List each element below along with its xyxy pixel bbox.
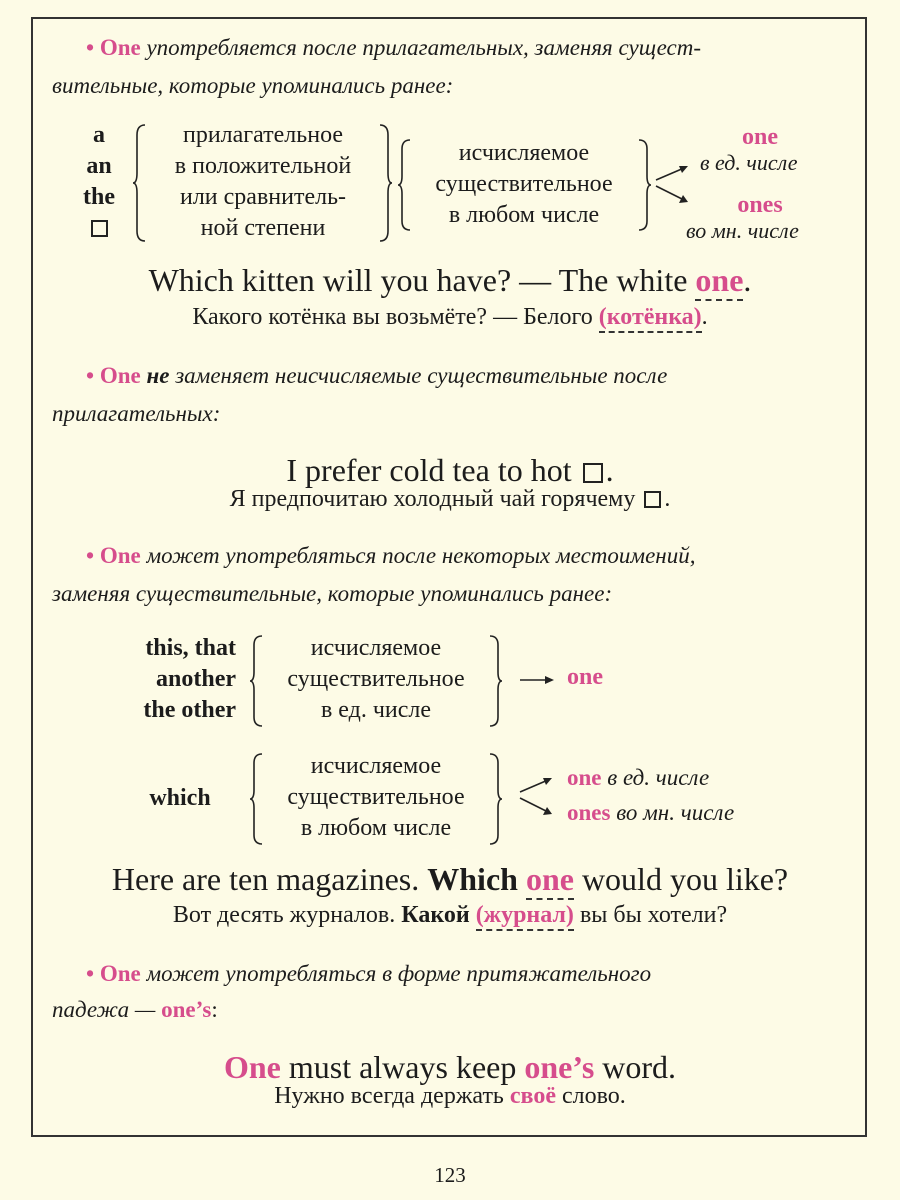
rule-text: заменяет неисчисляемые существительные после <box>175 363 668 388</box>
rule-4-line-1 <box>86 956 651 992</box>
keyword-ones-possessive: one’s <box>524 1049 595 1085</box>
text: Which kitten will you have? — The white <box>148 262 688 298</box>
example-4-english <box>0 1049 900 1086</box>
highlight-noun: (журнал) <box>476 902 574 931</box>
text-line: в любом числе <box>300 815 452 841</box>
text-line: ной степени <box>200 215 326 241</box>
keyword-svoe: своё <box>509 1083 556 1109</box>
pronoun-list <box>100 633 236 726</box>
zero-article-box-icon <box>91 220 108 237</box>
result-ones: ones <box>737 192 783 218</box>
text: must always keep <box>288 1049 517 1085</box>
keyword-one: One <box>223 1049 281 1085</box>
bullet: • <box>86 961 95 986</box>
bold-which: Which <box>427 861 518 897</box>
keyword-one: One <box>99 543 141 568</box>
rule-4-line-2 <box>52 992 218 1028</box>
highlight-one: one <box>526 861 574 900</box>
zero-noun-box-icon <box>644 491 661 508</box>
rule-3-line-1 <box>86 538 695 574</box>
example-2-russian <box>0 486 900 513</box>
article-list <box>74 120 124 244</box>
left-brace-icon <box>398 138 412 232</box>
text: I prefer cold tea to hot <box>286 452 572 488</box>
bullet: • <box>86 363 95 388</box>
right-brace-icon <box>488 752 502 846</box>
rule-1-line-2: вительные, которые упоминались ранее: <box>52 73 454 98</box>
right-brace-icon <box>488 634 502 728</box>
text-line: прилагательное <box>182 122 344 148</box>
text: Какого котёнка вы возьмёте? — Белого <box>192 304 593 330</box>
keyword-one: One <box>99 961 141 986</box>
result-ones: ones <box>567 800 611 825</box>
result-one: one <box>567 664 603 690</box>
text-line: исчисляемое <box>458 140 590 166</box>
example-3-russian <box>0 902 900 929</box>
noun-condition <box>264 751 488 844</box>
pronoun: another <box>156 666 236 692</box>
arrows-icon <box>654 160 694 210</box>
keyword-one: One <box>99 363 141 388</box>
example-2-english <box>0 452 900 489</box>
example-1-english <box>0 262 900 299</box>
text: вы бы хотели? <box>579 902 728 928</box>
article-the: the <box>83 184 115 210</box>
text: would you like? <box>581 861 789 897</box>
plural-note: во мн. числе <box>616 800 735 825</box>
text-line: в положительной <box>174 153 352 179</box>
result-one: one <box>567 765 602 790</box>
pronoun: this, that <box>145 635 236 661</box>
result-one: one <box>742 124 778 150</box>
text: . <box>701 304 708 330</box>
singular-result <box>567 765 709 791</box>
noun-condition <box>264 633 488 726</box>
left-brace-icon <box>133 123 147 243</box>
example-4-russian <box>0 1083 900 1110</box>
text-line: или сравнитель- <box>179 184 347 210</box>
pronoun-which: which <box>149 785 211 811</box>
text: Вот десять журналов. <box>172 902 396 928</box>
right-brace-icon <box>637 138 651 232</box>
rule-1-line-1 <box>86 30 701 66</box>
rule-3-line-2: заменяя существительные, которые упоминались ранее: <box>52 581 613 606</box>
text-line: существительное <box>287 666 465 692</box>
arrows-icon <box>518 772 558 822</box>
highlight-noun: (котёнка) <box>599 304 702 333</box>
text-line: исчисляемое <box>310 635 442 661</box>
keyword-ones-possessive: one’s <box>161 997 212 1022</box>
text: . <box>664 486 671 512</box>
rule-2-line-1 <box>86 358 667 394</box>
text-line: исчисляемое <box>310 753 442 779</box>
singular-note: в ед. числе <box>607 765 710 790</box>
highlight-one: one <box>695 262 743 301</box>
left-brace-icon <box>250 752 264 846</box>
text: падежа — <box>52 997 156 1022</box>
page-number: 123 <box>434 1163 466 1187</box>
empty-article-box <box>74 213 124 244</box>
text: word. <box>602 1049 677 1085</box>
example-3-english <box>0 861 900 898</box>
article-an: an <box>86 153 112 179</box>
article-a: a <box>93 122 105 148</box>
rule-text: может употребляться в форме притяжательного <box>146 961 652 986</box>
arrow-right-icon <box>518 672 558 688</box>
zero-noun-box-icon <box>583 463 603 483</box>
rule-text: употребляется после прилагательных, заменяя сущест- <box>146 35 702 60</box>
text-line: существительное <box>287 784 465 810</box>
negation: не <box>146 363 170 388</box>
right-brace-icon <box>378 123 392 243</box>
text: Я предпочитаю холодный чай горячему <box>229 486 636 512</box>
example-1-russian <box>0 304 900 331</box>
adjective-condition <box>148 120 378 244</box>
text: . <box>743 262 752 298</box>
text: Here are ten magazines. <box>111 861 420 897</box>
noun-condition <box>412 138 636 231</box>
text-line: существительное <box>435 171 613 197</box>
text: Нужно всегда держать <box>274 1083 504 1109</box>
text: . <box>605 452 614 488</box>
bold-which: Какой <box>401 902 470 928</box>
singular-note: в ед. числе <box>700 150 798 175</box>
bullet: • <box>86 543 95 568</box>
left-brace-icon <box>250 634 264 728</box>
keyword-one: One <box>99 35 141 60</box>
plural-result <box>567 800 734 826</box>
rule-2-line-2: прилагательных: <box>52 401 221 426</box>
plural-note: во мн. числе <box>686 218 799 243</box>
text: : <box>211 997 218 1022</box>
text-line: в ед. числе <box>320 697 432 723</box>
rule-text: может употребляться после некоторых местоимений, <box>146 543 696 568</box>
bullet: • <box>86 35 95 60</box>
text-line: в любом числе <box>448 202 600 228</box>
pronoun: the other <box>143 697 236 723</box>
text: слово. <box>561 1083 626 1109</box>
